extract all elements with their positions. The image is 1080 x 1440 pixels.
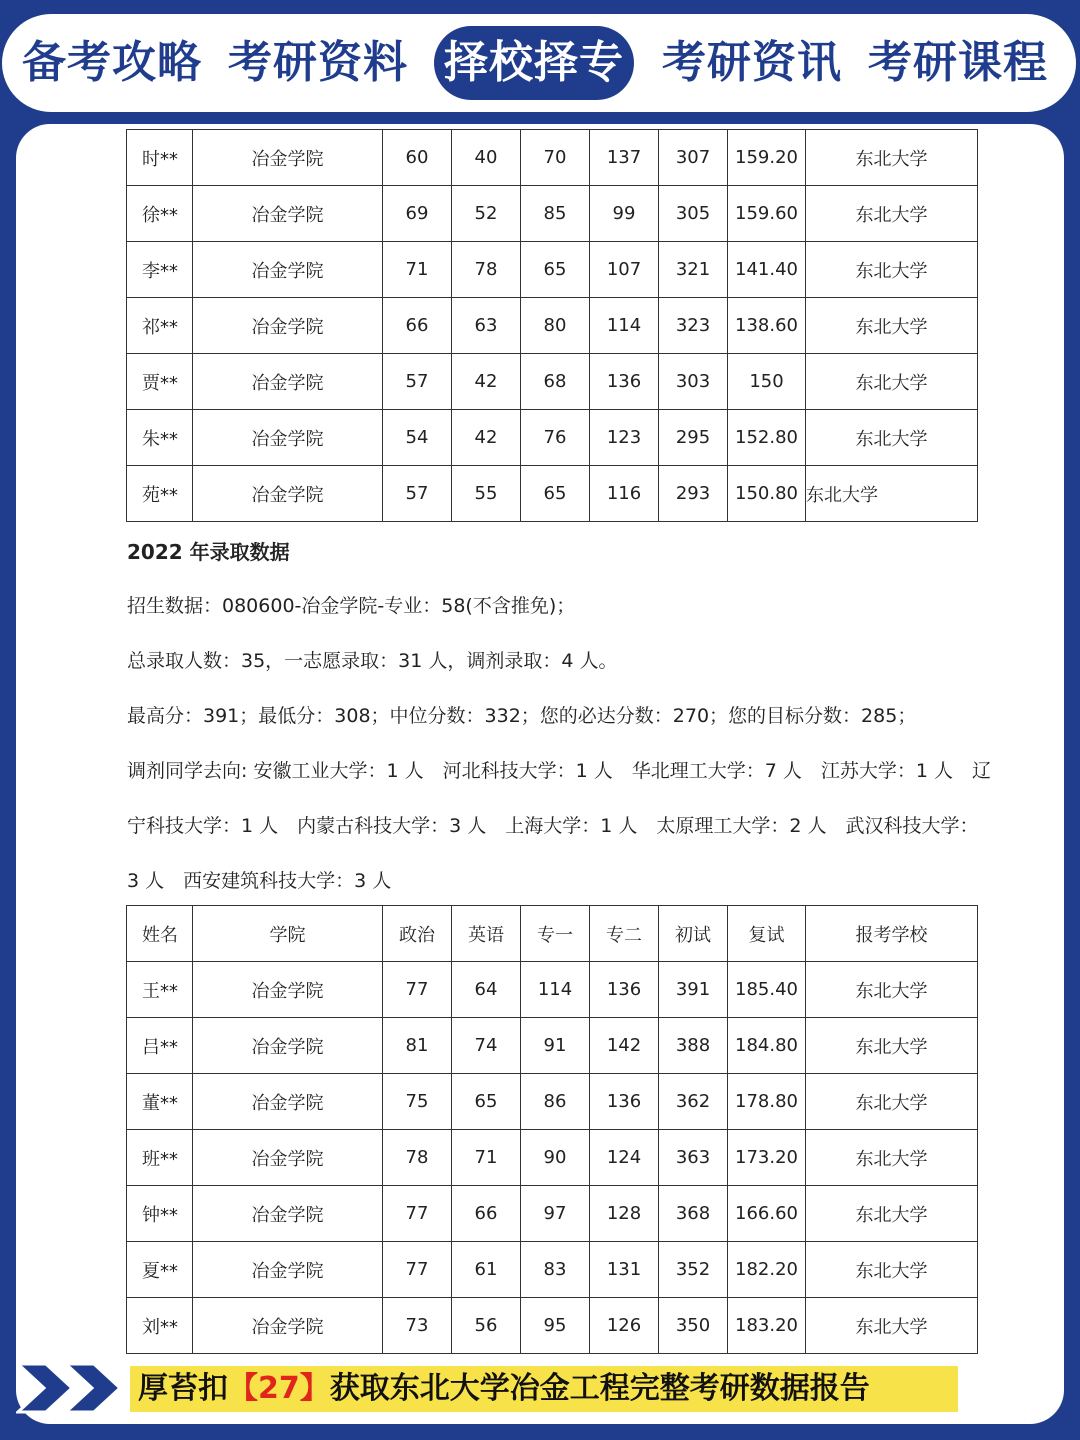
table-cell: 77 — [383, 1242, 452, 1298]
admission-table-previous — [126, 129, 978, 522]
table-cell: 徐** — [127, 186, 193, 242]
table-header-cell: 学院 — [193, 906, 383, 962]
transfer-destination-line-3: 3 人 西安建筑科技大学：3 人 — [127, 870, 392, 892]
table-cell: 90 — [521, 1130, 590, 1186]
table-cell: 冶金学院 — [193, 466, 383, 522]
table-cell: 97 — [521, 1186, 590, 1242]
table-cell: 东北大学 — [806, 1130, 978, 1186]
table-cell: 朱** — [127, 410, 193, 466]
section-heading-2022: 2022 年录取数据 — [127, 540, 290, 564]
table-cell: 136 — [590, 354, 659, 410]
admission-count-line: 总录取人数：35，一志愿录取：31 人，调剂录取：4 人。 — [127, 650, 618, 672]
table-cell: 75 — [383, 1074, 452, 1130]
table-cell: 冶金学院 — [193, 1186, 383, 1242]
table-cell: 71 — [383, 242, 452, 298]
double-chevron-icon — [16, 1362, 128, 1414]
table-cell: 东北大学 — [806, 1186, 978, 1242]
table-cell: 124 — [590, 1130, 659, 1186]
table-cell: 83 — [521, 1242, 590, 1298]
table-cell: 63 — [452, 298, 521, 354]
promo-banner[interactable] — [130, 1366, 958, 1412]
table-cell: 60 — [383, 130, 452, 186]
table-cell: 323 — [659, 298, 728, 354]
table-cell: 166.60 — [728, 1186, 806, 1242]
table-cell: 81 — [383, 1018, 452, 1074]
table-cell: 东北大学 — [806, 1018, 978, 1074]
table-cell: 131 — [590, 1242, 659, 1298]
table-cell: 91 — [521, 1018, 590, 1074]
table-cell: 78 — [383, 1130, 452, 1186]
table-row — [127, 1074, 978, 1130]
table-cell: 305 — [659, 186, 728, 242]
table-cell: 66 — [452, 1186, 521, 1242]
table-cell: 东北大学 — [806, 466, 978, 522]
nav-item-materials[interactable]: 考研资料 — [228, 37, 408, 88]
table-header-cell: 姓名 — [127, 906, 193, 962]
table-cell: 85 — [521, 186, 590, 242]
top-nav — [2, 14, 1076, 112]
table-cell: 65 — [452, 1074, 521, 1130]
table-cell: 57 — [383, 354, 452, 410]
table-cell: 150.80 — [728, 466, 806, 522]
table-cell: 74 — [452, 1018, 521, 1074]
table-cell: 388 — [659, 1018, 728, 1074]
banner-code: 【27】 — [228, 1371, 330, 1406]
table-row — [127, 962, 978, 1018]
table-row — [127, 1242, 978, 1298]
table-cell: 350 — [659, 1298, 728, 1354]
table-cell: 冶金学院 — [193, 1074, 383, 1130]
table-cell: 班** — [127, 1130, 193, 1186]
table-cell: 苑** — [127, 466, 193, 522]
table-cell: 69 — [383, 186, 452, 242]
table-cell: 42 — [452, 354, 521, 410]
table-cell: 368 — [659, 1186, 728, 1242]
table-cell: 114 — [590, 298, 659, 354]
score-stats-line: 最高分：391；最低分：308；中位分数：332；您的必达分数：270；您的目标分数：285； — [127, 705, 917, 727]
table-header-cell: 初试 — [659, 906, 728, 962]
table-header-row — [127, 906, 978, 962]
table-cell: 42 — [452, 410, 521, 466]
table-cell: 东北大学 — [806, 354, 978, 410]
table-header-cell: 政治 — [383, 906, 452, 962]
table-cell: 54 — [383, 410, 452, 466]
table-row — [127, 130, 978, 186]
table-row — [127, 410, 978, 466]
table-cell: 173.20 — [728, 1130, 806, 1186]
table-cell: 136 — [590, 1074, 659, 1130]
table-cell: 77 — [383, 1186, 452, 1242]
table-cell: 64 — [452, 962, 521, 1018]
table-cell: 182.20 — [728, 1242, 806, 1298]
table-cell: 东北大学 — [806, 1298, 978, 1354]
table-cell: 68 — [521, 354, 590, 410]
table-cell: 冶金学院 — [193, 242, 383, 298]
table-cell: 152.80 — [728, 410, 806, 466]
table-cell: 95 — [521, 1298, 590, 1354]
table-cell: 76 — [521, 410, 590, 466]
table-cell: 159.20 — [728, 130, 806, 186]
table-cell: 冶金学院 — [193, 186, 383, 242]
table-cell: 董** — [127, 1074, 193, 1130]
table-cell: 东北大学 — [806, 298, 978, 354]
table-cell: 吕** — [127, 1018, 193, 1074]
table-cell: 65 — [521, 242, 590, 298]
table-cell: 183.20 — [728, 1298, 806, 1354]
table-cell: 363 — [659, 1130, 728, 1186]
table-cell: 184.80 — [728, 1018, 806, 1074]
table-cell: 55 — [452, 466, 521, 522]
table-cell: 冶金学院 — [193, 1018, 383, 1074]
nav-item-school-selection[interactable]: 择校择专 — [434, 26, 634, 100]
table-cell: 祁** — [127, 298, 193, 354]
table-cell: 冶金学院 — [193, 410, 383, 466]
banner-suffix: 获取东北大学冶金工程完整考研数据报告 — [329, 1371, 870, 1406]
table-cell: 391 — [659, 962, 728, 1018]
table-cell: 77 — [383, 962, 452, 1018]
table-cell: 冶金学院 — [193, 1242, 383, 1298]
table-cell: 夏** — [127, 1242, 193, 1298]
table-cell: 293 — [659, 466, 728, 522]
table-header-cell: 专一 — [521, 906, 590, 962]
table-cell: 295 — [659, 410, 728, 466]
table-cell: 142 — [590, 1018, 659, 1074]
table-cell: 178.80 — [728, 1074, 806, 1130]
table-row — [127, 1018, 978, 1074]
table-cell: 冶金学院 — [193, 962, 383, 1018]
table-cell: 东北大学 — [806, 242, 978, 298]
table-header-cell: 复试 — [728, 906, 806, 962]
table-row — [127, 1186, 978, 1242]
table-cell: 159.60 — [728, 186, 806, 242]
table-cell: 150 — [728, 354, 806, 410]
table-cell: 138.60 — [728, 298, 806, 354]
table-cell: 65 — [521, 466, 590, 522]
table-cell: 303 — [659, 354, 728, 410]
table-cell: 141.40 — [728, 242, 806, 298]
table-cell: 137 — [590, 130, 659, 186]
table-cell: 123 — [590, 410, 659, 466]
table-cell: 86 — [521, 1074, 590, 1130]
nav-item-news[interactable]: 考研资讯 — [662, 37, 842, 88]
enrollment-info-line: 招生数据：080600-冶金学院-专业：58(不含推免)； — [127, 595, 576, 617]
table-cell: 80 — [521, 298, 590, 354]
table-header-cell: 专二 — [590, 906, 659, 962]
table-cell: 东北大学 — [806, 962, 978, 1018]
table-cell: 66 — [383, 298, 452, 354]
table-header-cell: 英语 — [452, 906, 521, 962]
table-cell: 刘** — [127, 1298, 193, 1354]
transfer-destination-line-2: 宁科技大学：1 人 内蒙古科技大学：3 人 上海大学：1 人 太原理工大学：2 人 武汉科技大学： — [127, 815, 979, 837]
banner-prefix: 厚苔扣 — [138, 1371, 228, 1406]
table-cell: 40 — [452, 130, 521, 186]
table-cell: 东北大学 — [806, 1242, 978, 1298]
table-cell: 东北大学 — [806, 186, 978, 242]
table-cell: 78 — [452, 242, 521, 298]
table-cell: 57 — [383, 466, 452, 522]
table-row — [127, 1130, 978, 1186]
table-cell: 贾** — [127, 354, 193, 410]
transfer-destination-line-1: 调剂同学去向: 安徽工业大学：1 人 河北科技大学：1 人 华北理工大学：7 人 江苏大学：1 人 辽 — [127, 760, 991, 782]
table-cell: 钟** — [127, 1186, 193, 1242]
table-cell: 冶金学院 — [193, 130, 383, 186]
table-cell: 王** — [127, 962, 193, 1018]
table-cell: 冶金学院 — [193, 354, 383, 410]
table-cell: 307 — [659, 130, 728, 186]
table-row — [127, 242, 978, 298]
table-row — [127, 186, 978, 242]
table-cell: 99 — [590, 186, 659, 242]
table-cell: 352 — [659, 1242, 728, 1298]
table-cell: 时** — [127, 130, 193, 186]
table-row — [127, 1298, 978, 1354]
table-cell: 东北大学 — [806, 1074, 978, 1130]
table-cell: 116 — [590, 466, 659, 522]
table-cell: 52 — [452, 186, 521, 242]
table-cell: 71 — [452, 1130, 521, 1186]
table-cell: 362 — [659, 1074, 728, 1130]
table-cell: 冶金学院 — [193, 1130, 383, 1186]
content-card — [16, 124, 1064, 1424]
table-cell: 128 — [590, 1186, 659, 1242]
table-row — [127, 298, 978, 354]
table-cell: 东北大学 — [806, 410, 978, 466]
table-cell: 73 — [383, 1298, 452, 1354]
table-cell: 李** — [127, 242, 193, 298]
table-cell: 126 — [590, 1298, 659, 1354]
table-cell: 东北大学 — [806, 130, 978, 186]
nav-item-courses[interactable]: 考研课程 — [868, 37, 1048, 88]
admission-table-2022 — [126, 905, 978, 1354]
table-cell: 56 — [452, 1298, 521, 1354]
nav-item-prep-guide[interactable]: 备考攻略 — [22, 37, 202, 88]
table-row — [127, 354, 978, 410]
table-cell: 321 — [659, 242, 728, 298]
table-row — [127, 466, 978, 522]
table-cell: 冶金学院 — [193, 298, 383, 354]
table-cell: 185.40 — [728, 962, 806, 1018]
table-cell: 冶金学院 — [193, 1298, 383, 1354]
table-cell: 70 — [521, 130, 590, 186]
table-cell: 136 — [590, 962, 659, 1018]
table-cell: 114 — [521, 962, 590, 1018]
table-cell: 107 — [590, 242, 659, 298]
table-header-cell: 报考学校 — [806, 906, 978, 962]
table-cell: 61 — [452, 1242, 521, 1298]
